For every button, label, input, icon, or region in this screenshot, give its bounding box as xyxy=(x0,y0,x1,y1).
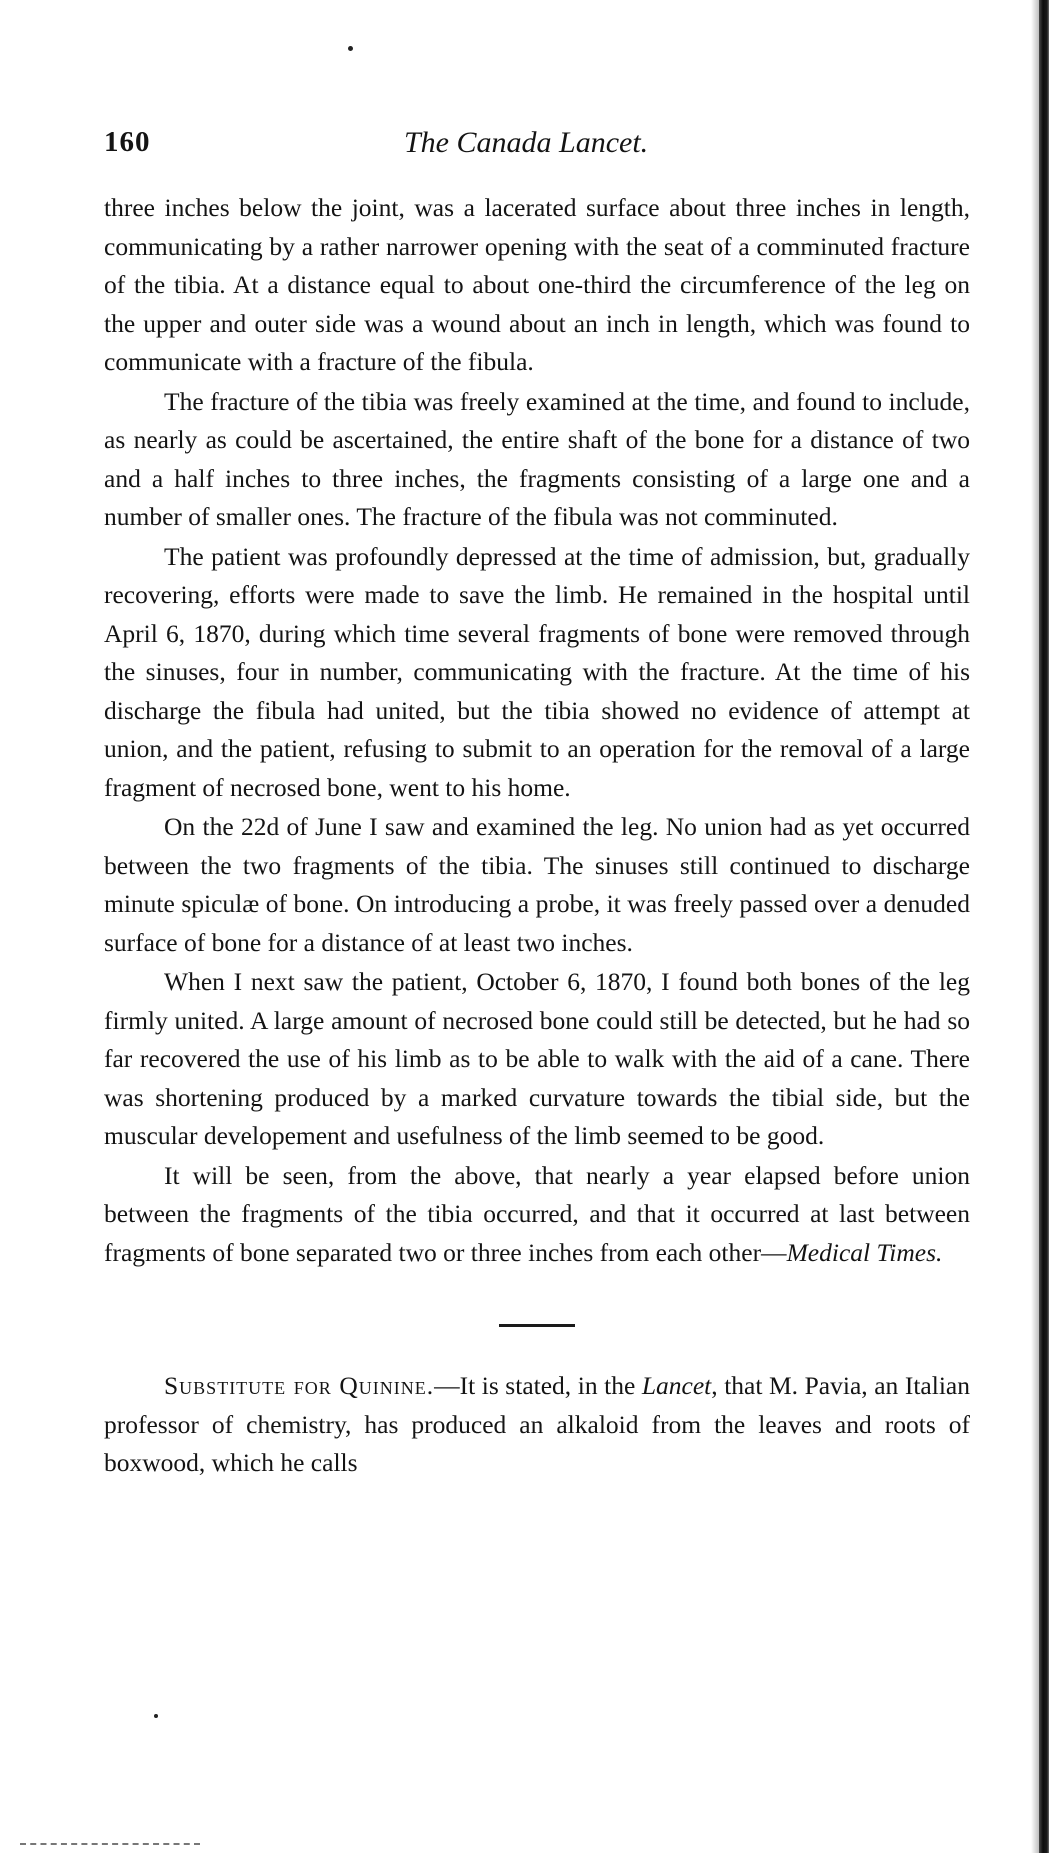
paragraph-2: The fracture of the tibia was freely examined at the time, and found to include, as nearly as could be ascertained, the entire shaft of the bone for a distance of two and a half inches to three inches, the fragments consisting of a large one and a number of smaller ones. The fracture of the fibula was not comminuted. xyxy=(104,386,970,531)
page-number: 160 xyxy=(104,126,151,158)
article-2-heading: Substitute for Quinine. xyxy=(164,1371,435,1400)
scan-artifact-rule xyxy=(20,1843,200,1845)
article-2-paragraph xyxy=(104,1367,970,1483)
running-title: The Canada Lancet. xyxy=(404,126,649,159)
article-body xyxy=(104,189,970,1483)
scan-speck xyxy=(348,46,353,51)
article-2-text-before: —It is stated, in the xyxy=(434,1371,642,1400)
section-separator xyxy=(499,1324,575,1327)
journal-name: Lancet xyxy=(641,1371,712,1400)
paragraph-4: On the 22d of June I saw and examined the leg. No union had as yet occurred between the two fragments of the tibia. The sinuses still continued to discharge minute spiculæ of bone. On introducing a probe, it was freely passed over a denuded surface of bone for a distance of at least two inches. xyxy=(104,812,970,957)
scan-speck xyxy=(154,1714,158,1718)
page-header xyxy=(104,126,970,166)
paragraph-5: When I next saw the patient, October 6, 1870, I found both bones of the leg firmly united. A large amount of necrosed bone could still be detected, but he had so far recovered the use of his limb as to be able to walk with the aid of a cane. There was shortening produced by a marked curvature towards the tibial side, but the muscular developement and usefulness of the limb seemed to be good. xyxy=(104,967,970,1150)
source-citation: Medical Times. xyxy=(786,1237,943,1267)
binding-edge xyxy=(1039,0,1049,1853)
binding-shadow xyxy=(1031,0,1039,1853)
paragraph-3: The patient was profoundly depressed at the time of admission, but, gradually recovering, efforts were made to save the limb. He remained in the hospital until April 6, 1870, during which time several fragments of bone were removed through the sinuses, four in number, communicating with the fracture. At the time of his discharge the fibula had united, but the tibia showed no evidence of attempt at union, and the patient, refusing to submit to an operation for the removal of a large fragment of necrosed bone, went to his home. xyxy=(104,541,970,802)
paragraph-6-text: It will be seen, from the above, that nearly a year elapsed before union between the fragments of the tibia occurred, and that it occurred at last between fragments of bone separated two or three inches from each other— xyxy=(104,1160,970,1267)
paragraph-1: three inches below the joint, was a lacerated surface about three inches in length, communicating by a rather narrower opening with the seat of a comminuted fracture of the tibia. At a distance equal to about one-third the circumference of the leg on the upper and outer side was a wound about an inch in length, which was found to communicate with a fracture of the fibula. xyxy=(104,193,970,376)
article-2-text-after: , that M. Pavia, an Italian professor of chemistry, has produced an alkaloid from the leaves and roots of boxwood, which he calls xyxy=(104,1371,970,1477)
paragraph-6 xyxy=(104,1157,970,1273)
